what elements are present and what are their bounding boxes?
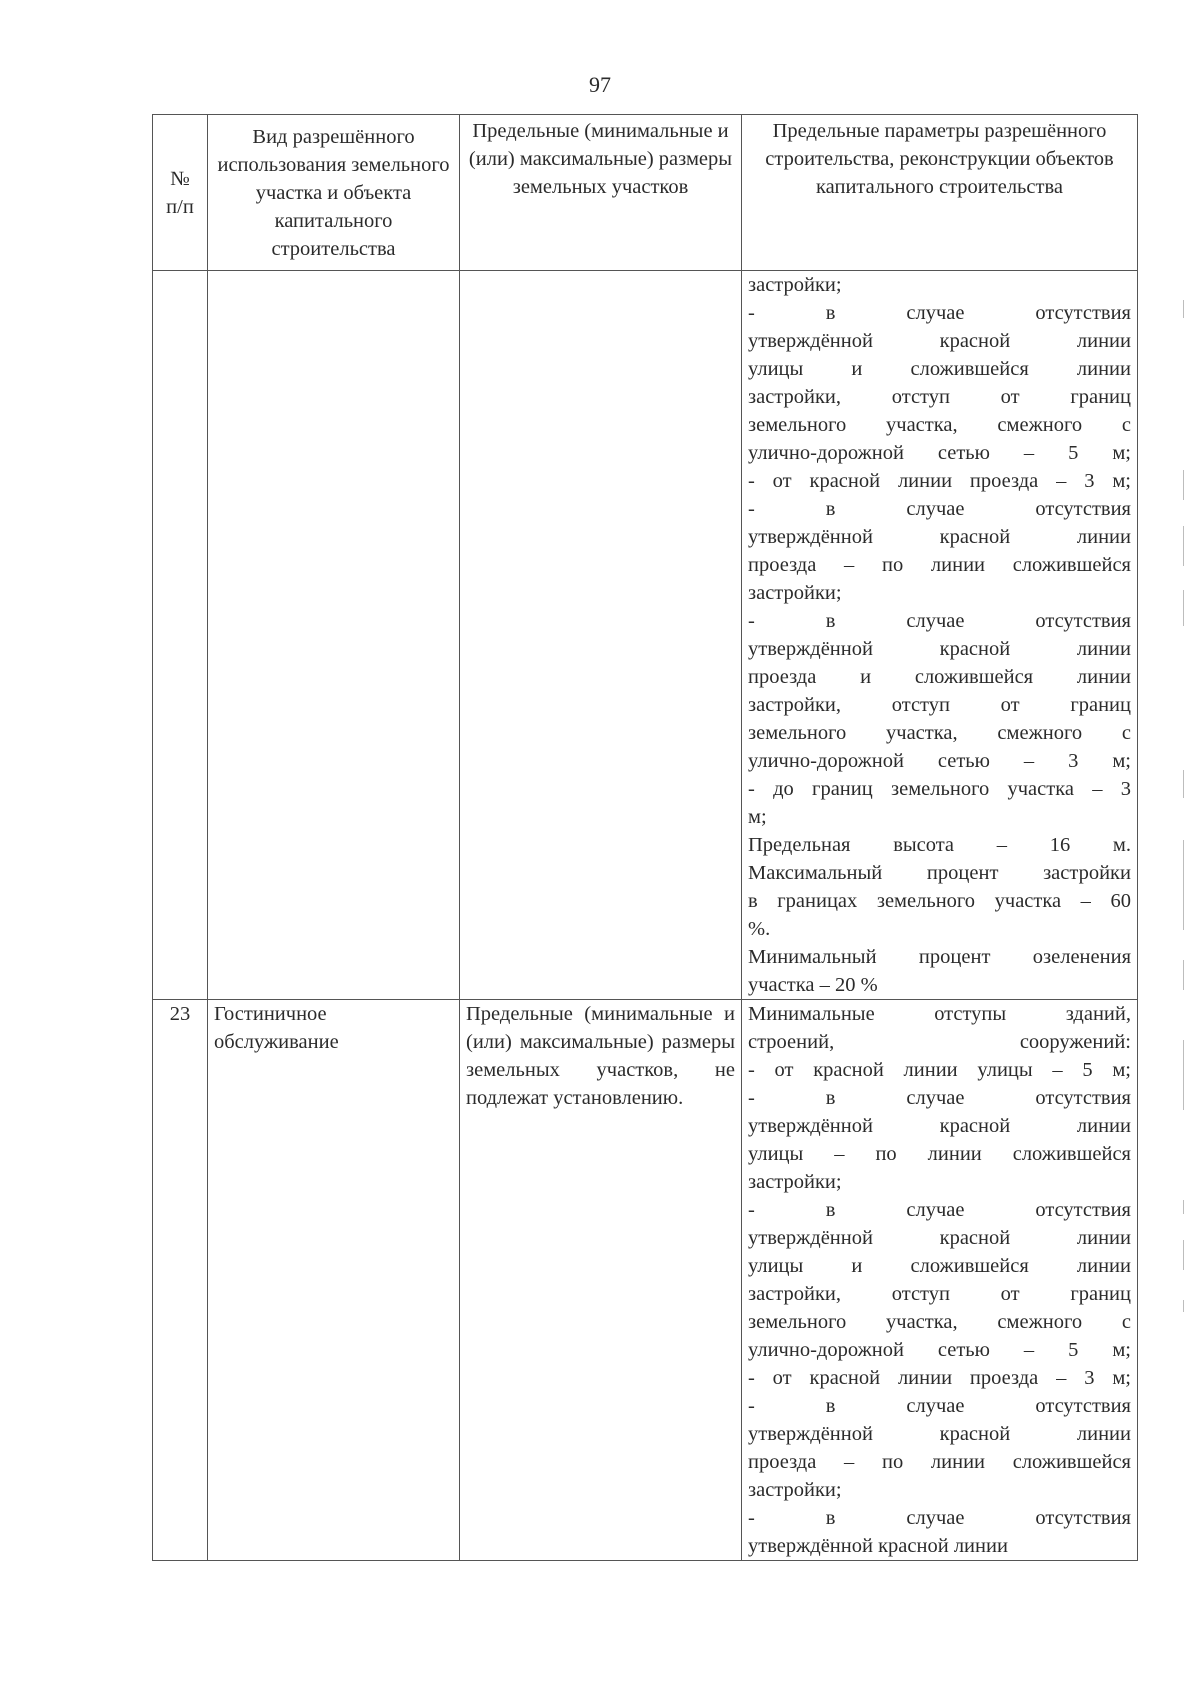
- table-row-continuation: [153, 271, 1138, 1000]
- param-line: застройки;: [748, 274, 842, 296]
- param-line: застройки;: [748, 1171, 842, 1193]
- param-line: застройки, отступ от границ: [748, 386, 1131, 408]
- param-line: проезда – по линии сложившейся: [748, 1451, 1131, 1473]
- param-line: утверждённой красной линии: [748, 526, 1131, 548]
- param-line: - в случае отсутствия: [748, 1395, 1131, 1417]
- table-row-23: [153, 1000, 1138, 1561]
- cell-build-params: [742, 271, 1138, 1000]
- param-line: застройки, отступ от границ: [748, 1283, 1131, 1305]
- cell-number: [153, 271, 208, 1000]
- header-build-params: Предельные параметры разрешённого строительства, реконструкции объектов капитального строительства: [742, 115, 1138, 271]
- regulations-table: [152, 114, 1138, 1561]
- param-line: улицы и сложившейся линии: [748, 358, 1131, 380]
- param-line: - до границ земельного участка – 3: [748, 778, 1131, 800]
- param-line: утверждённой красной линии: [748, 330, 1131, 352]
- param-line: %.: [748, 918, 771, 940]
- param-line: - от красной линии проезда – 3 м;: [748, 1367, 1131, 1389]
- header-number: № п/п: [153, 115, 208, 271]
- param-line: улицы и сложившейся линии: [748, 1255, 1131, 1277]
- param-line: м;: [748, 806, 767, 828]
- param-line: земельного участка, смежного с: [748, 722, 1131, 744]
- param-line: утверждённой красной линии: [748, 1423, 1131, 1445]
- param-line: Максимальный процент застройки: [748, 862, 1131, 884]
- param-line: - в случае отсутствия: [748, 1087, 1131, 1109]
- param-line: застройки;: [748, 582, 842, 604]
- cell-plot-sizes: Предельные (минимальные и (или) максимальные) размеры земельных участков, не подлежат установлению.: [460, 1000, 742, 1561]
- cell-use-type: Гостиничное обслуживание: [208, 1000, 460, 1561]
- header-plot-sizes: Предельные (минимальные и (или) максимальные) размеры земельных участков: [460, 115, 742, 271]
- param-line: утверждённой красной линии: [748, 1115, 1131, 1137]
- param-line: застройки;: [748, 1479, 842, 1501]
- cell-plot-sizes: [460, 271, 742, 1000]
- param-line: застройки, отступ от границ: [748, 694, 1131, 716]
- param-line: утверждённой красной линии: [748, 638, 1131, 660]
- param-line: - в случае отсутствия: [748, 498, 1131, 520]
- param-line: улично-дорожной сетью – 3 м;: [748, 750, 1131, 772]
- header-use-type: Вид разрешённого использования земельного участка и объекта капитального строительства: [208, 115, 460, 271]
- param-line: - от красной линии улицы – 5 м;: [748, 1059, 1131, 1081]
- param-line: Минимальный процент озеленения: [748, 946, 1131, 968]
- param-line: проезда – по линии сложившейся: [748, 554, 1131, 576]
- param-line: в границах земельного участка – 60: [748, 890, 1131, 912]
- param-line: Предельная высота – 16 м.: [748, 834, 1131, 856]
- param-line: утверждённой красной линии: [748, 1535, 1008, 1557]
- cell-number: 23: [153, 1000, 208, 1561]
- cell-build-params: [742, 1000, 1138, 1561]
- param-line: улицы – по линии сложившейся: [748, 1143, 1131, 1165]
- param-line: земельного участка, смежного с: [748, 414, 1131, 436]
- param-line: Минимальные отступы зданий,: [748, 1003, 1131, 1025]
- param-line: проезда и сложившейся линии: [748, 666, 1131, 688]
- param-line: улично-дорожной сетью – 5 м;: [748, 1339, 1131, 1361]
- param-line: участка – 20 %: [748, 974, 878, 996]
- param-line: утверждённой красной линии: [748, 1227, 1131, 1249]
- param-line: - в случае отсутствия: [748, 610, 1131, 632]
- param-line: - в случае отсутствия: [748, 1199, 1131, 1221]
- param-line: улично-дорожной сетью – 5 м;: [748, 442, 1131, 464]
- cell-use-type: [208, 271, 460, 1000]
- param-line: - в случае отсутствия: [748, 302, 1131, 324]
- param-line: - в случае отсутствия: [748, 1507, 1131, 1529]
- param-line: земельного участка, смежного с: [748, 1311, 1131, 1333]
- param-line: строений, сооружений:: [748, 1031, 1131, 1053]
- table-header-row: [153, 115, 1138, 271]
- param-line: - от красной линии проезда – 3 м;: [748, 470, 1131, 492]
- page-number: 97: [589, 72, 611, 97]
